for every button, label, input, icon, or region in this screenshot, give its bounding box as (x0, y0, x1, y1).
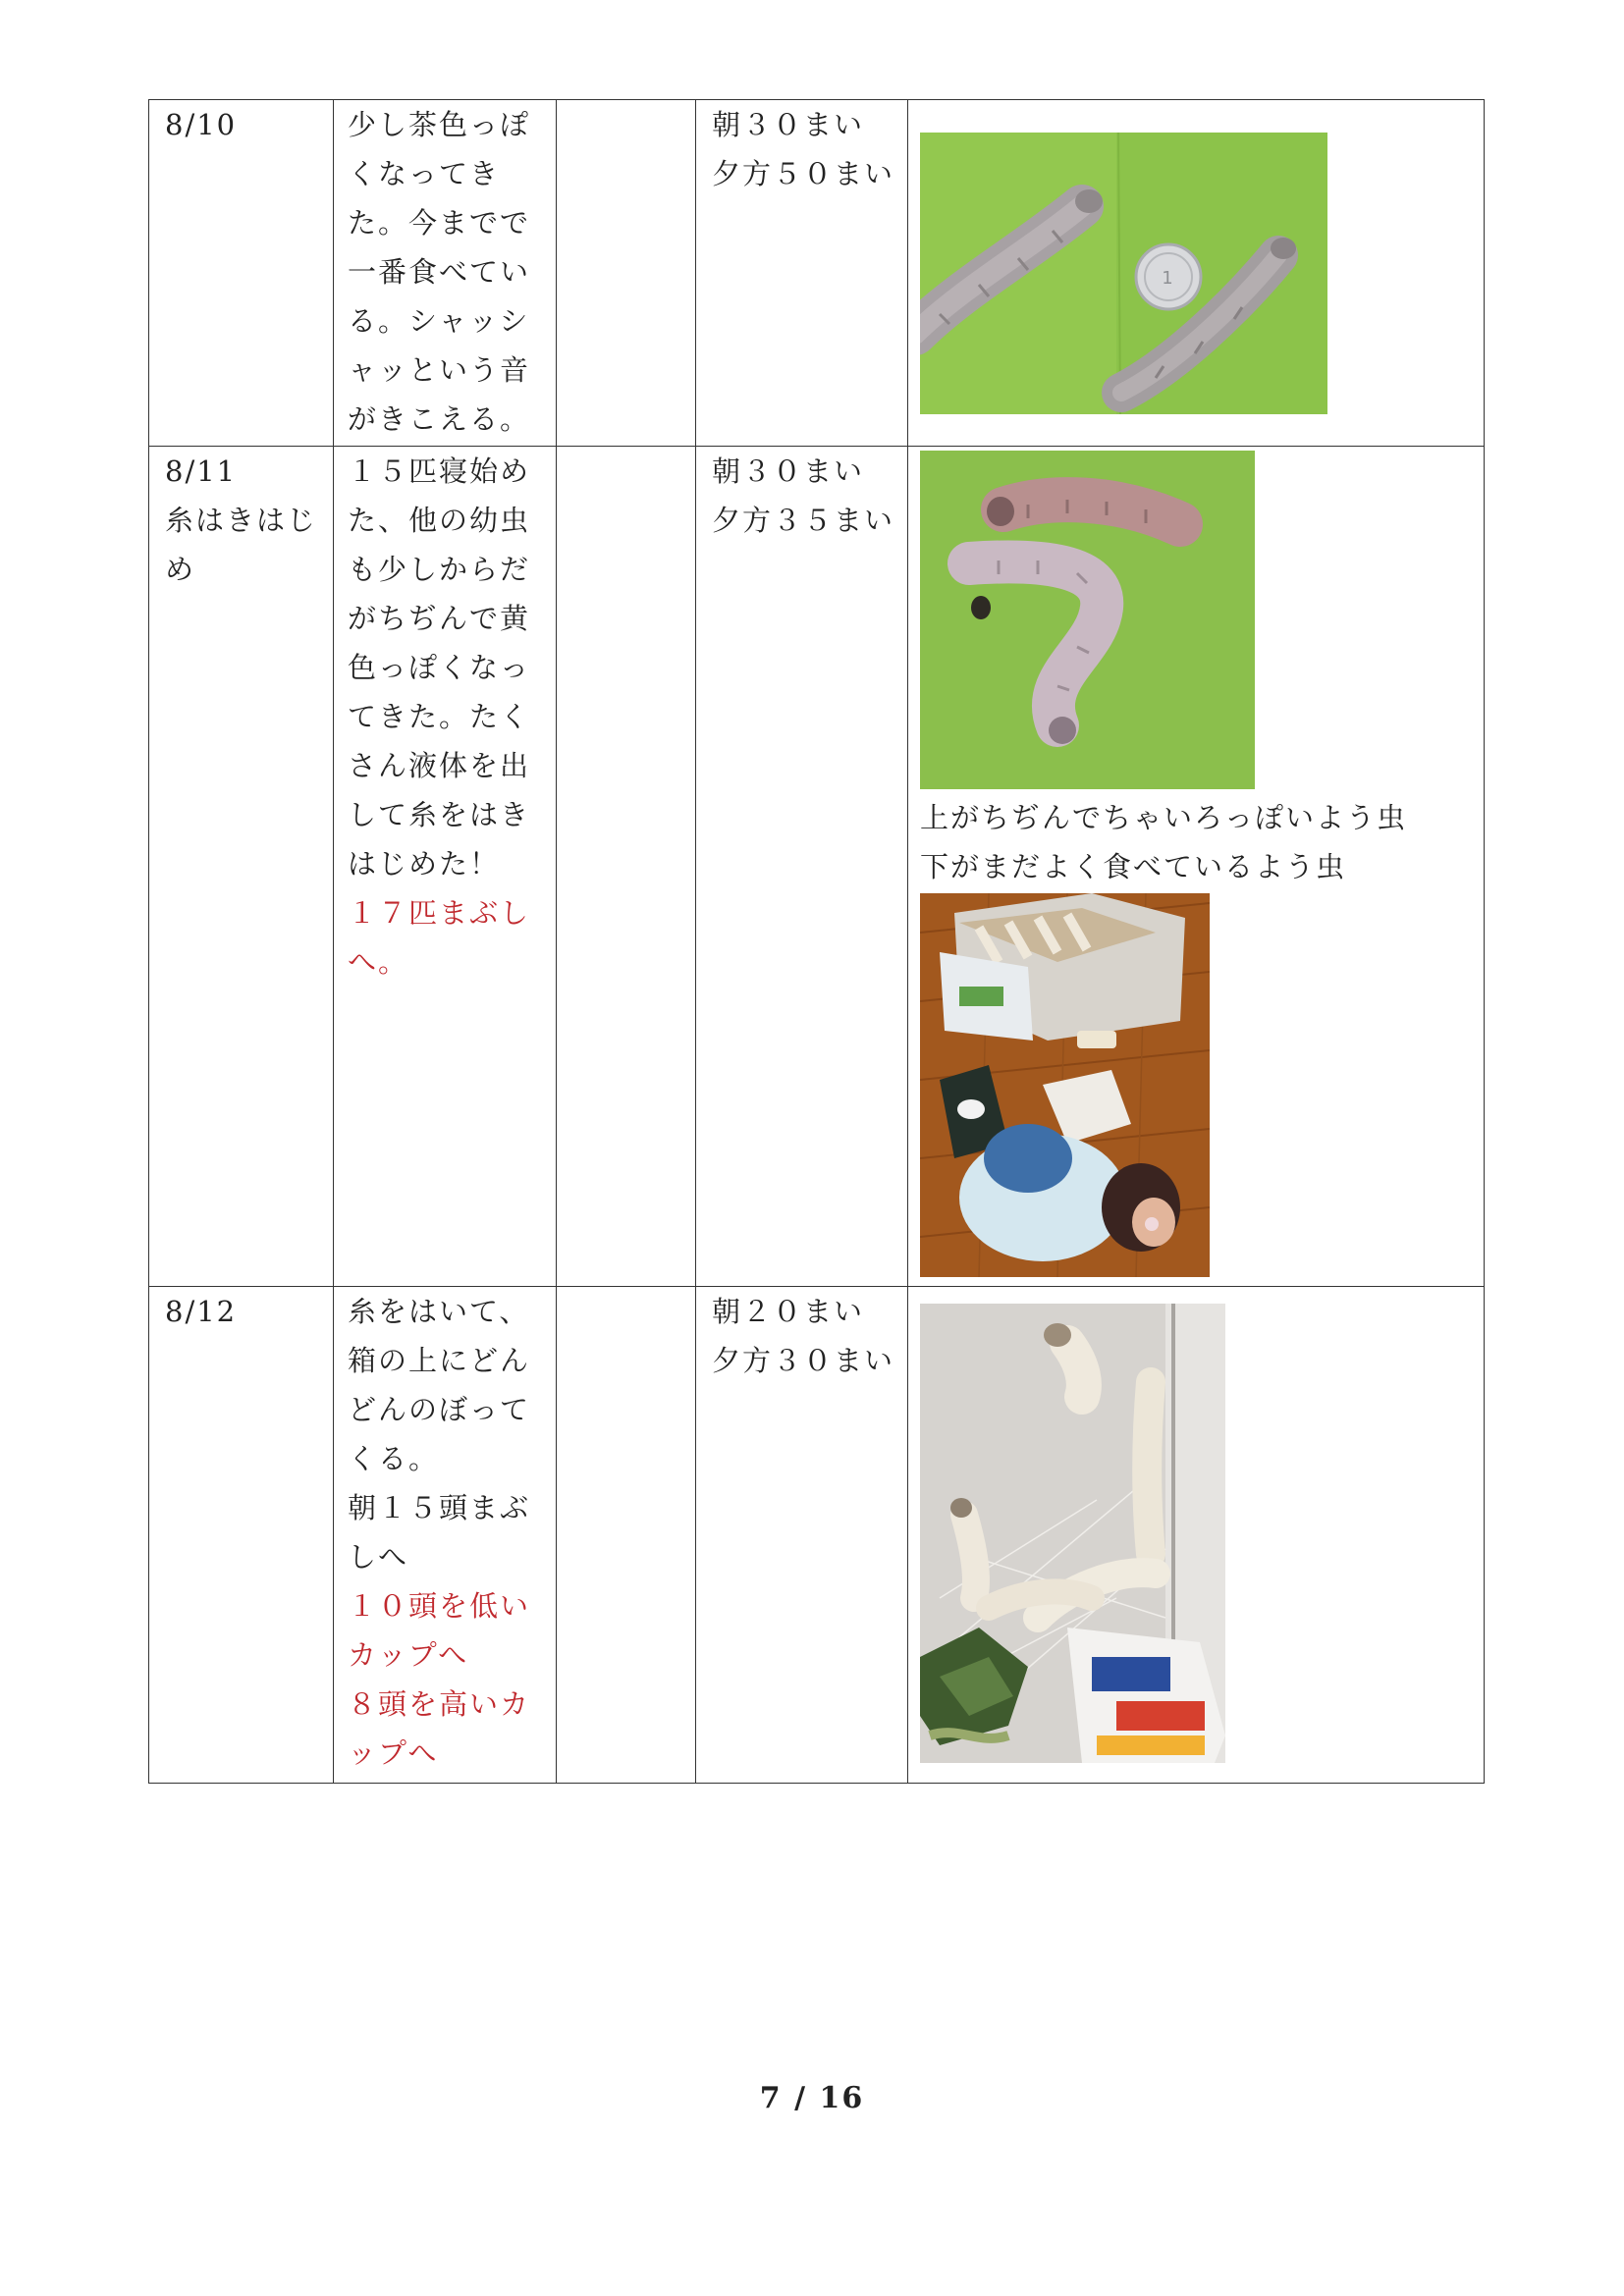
observation-cell (334, 1287, 557, 1784)
observation-line: た。今までで (348, 206, 531, 240)
date-text: 8/10 (165, 108, 238, 141)
observation-line: る。シャッシ (348, 304, 530, 338)
empty-cell (557, 447, 696, 1287)
observation-line: して糸をはき (348, 798, 531, 831)
svg-text:1: 1 (1162, 268, 1175, 289)
photo-caption: 上がちぢんでちゃいろっぽいよう虫 (920, 801, 1408, 834)
photo-cell (908, 100, 1485, 447)
empty-cell (557, 100, 696, 447)
observation-line: も少しからだ (348, 553, 531, 586)
silkworms-with-coin-photo (920, 133, 1327, 414)
photo-cell (908, 1287, 1485, 1784)
date-cell (149, 447, 334, 1287)
observation-cell (334, 447, 557, 1287)
child-setting-up-mabushi-photo (920, 893, 1210, 1277)
photo-cell (908, 447, 1485, 1287)
date-note: 糸はきはじ (165, 504, 318, 537)
silkworms-climbing-wall-photo (920, 1304, 1225, 1763)
feeding-morning: 朝３０まい (712, 454, 865, 488)
observation-line: ャッという音 (348, 353, 531, 387)
table-row (149, 1287, 1485, 1784)
table-row (149, 100, 1485, 447)
feeding-cell (696, 447, 908, 1287)
feeding-morning: 朝３０まい (712, 108, 865, 141)
observation-line: 色っぽくなっ (348, 651, 531, 684)
date-note: め (165, 553, 196, 586)
date-text: 8/11 (165, 454, 238, 488)
observation-line: はじめた！ (348, 847, 501, 881)
table-row (149, 447, 1485, 1287)
observation-line: くる。 (348, 1442, 440, 1475)
observation-line: くなってき (348, 157, 501, 190)
observation-line: 朝１５頭まぶ (348, 1491, 531, 1524)
date-text: 8/12 (165, 1295, 238, 1328)
observation-line: さん液体を出 (348, 749, 531, 782)
observation-line-highlight: ップへ (348, 1736, 439, 1770)
observation-line: がちぢんで黄 (348, 602, 531, 635)
feeding-evening: 夕方３５まい (712, 504, 895, 537)
record-table (148, 99, 1485, 1784)
photo-caption: 下がまだよく食べているよう虫 (920, 850, 1347, 883)
observation-line-highlight: カップへ (348, 1638, 469, 1672)
observation-line-highlight: １０頭を低い (348, 1589, 531, 1623)
observation-line: １５匹寝始め (348, 454, 531, 488)
observation-cell (334, 100, 557, 447)
observation-line-highlight: へ。 (348, 945, 409, 979)
observation-line: がきこえる。 (348, 402, 531, 436)
observation-line: 糸をはいて、 (348, 1295, 530, 1328)
observation-line: てきた。たく (348, 700, 531, 733)
shrunken-and-feeding-silkworms-photo (920, 451, 1255, 789)
observation-line: どんのぼって (348, 1393, 531, 1426)
feeding-cell (696, 100, 908, 447)
observation-line: 箱の上にどん (348, 1344, 531, 1377)
observation-line: しへ (348, 1540, 409, 1574)
date-cell (149, 100, 334, 447)
observation-line-highlight: １７匹まぶし (348, 896, 531, 930)
empty-cell (557, 1287, 696, 1784)
feeding-morning: 朝２０まい (712, 1295, 865, 1328)
feeding-cell (696, 1287, 908, 1784)
observation-line: 一番食べてい (348, 255, 531, 289)
date-cell (149, 1287, 334, 1784)
observation-line: 少し茶色っぽ (348, 108, 531, 141)
observation-line: た、他の幼虫 (348, 504, 531, 537)
feeding-evening: 夕方５０まい (712, 157, 895, 190)
observation-line-highlight: ８頭を高いカ (348, 1687, 531, 1721)
page-number: 7 / 16 (759, 2081, 865, 2115)
feeding-evening: 夕方３０まい (712, 1344, 895, 1377)
